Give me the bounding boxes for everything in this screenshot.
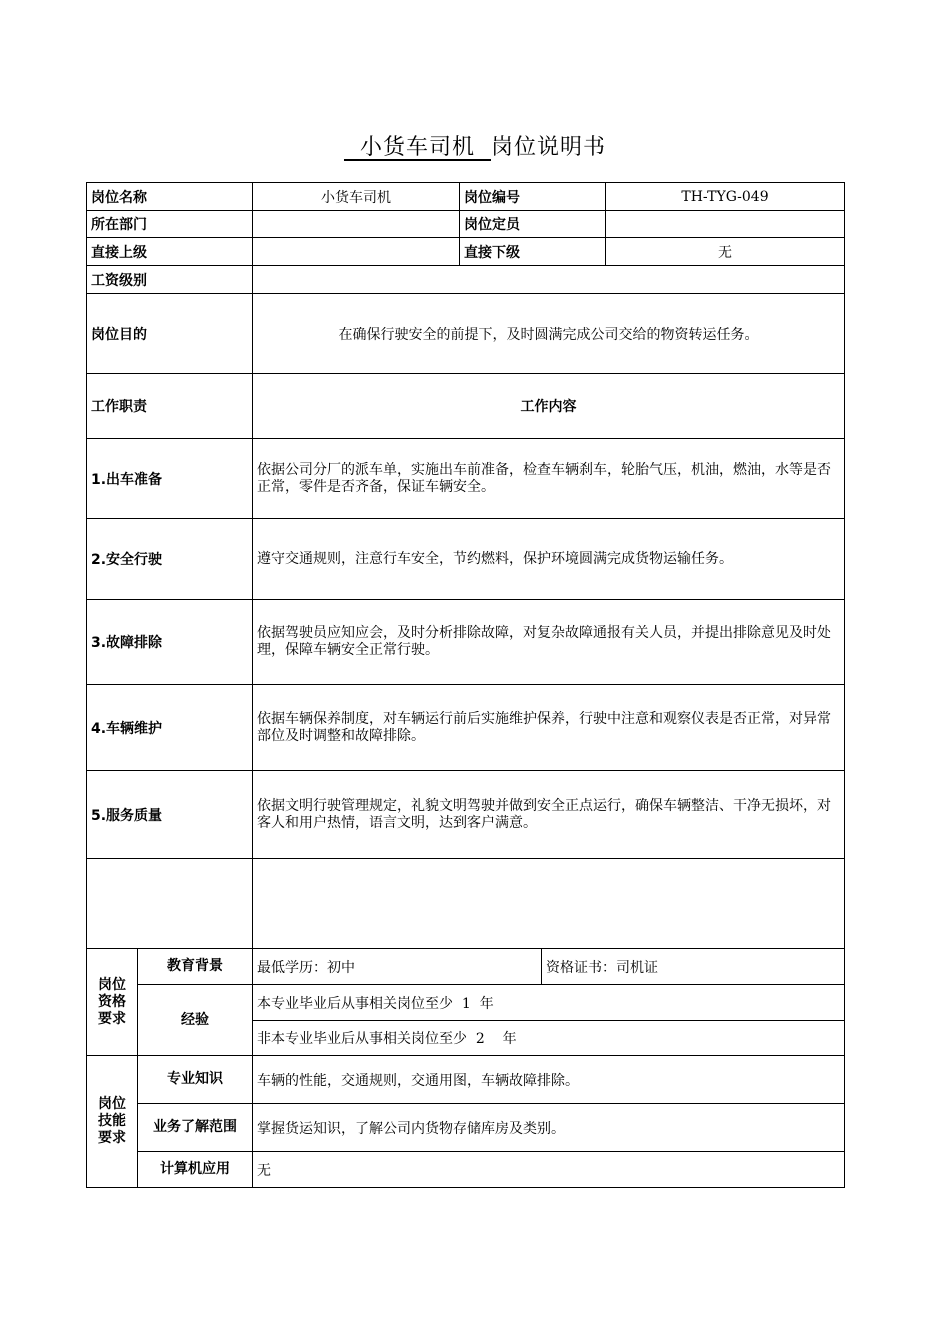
row-business <box>87 1104 845 1152</box>
business-value: 掌握货运知识，了解公司内货物存储库房及类别。 <box>253 1104 845 1152</box>
subordinate-label: 直接下级 <box>460 238 606 266</box>
duty-content: 依据车辆保养制度，对车辆运行前后实施维护保养，行驶中注意和观察仪表是否正常，对异常部位及时调整和故障排除。 <box>253 685 845 771</box>
experience-2: 非本专业毕业后从事相关岗位至少 2 年 <box>253 1021 845 1056</box>
department-value <box>253 211 460 238</box>
salary-value <box>253 266 845 294</box>
duty-label: 1.出车准备 <box>87 439 253 519</box>
row-duties-header <box>87 374 845 439</box>
business-label: 业务了解范围 <box>138 1104 253 1152</box>
duty-row <box>87 600 845 685</box>
row-purpose <box>87 294 845 374</box>
row-superior <box>87 238 845 266</box>
duty-content: 依据文明行驶管理规定，礼貌文明驾驶并做到安全正点运行，确保车辆整洁、干净无损坏，对客人和用户热情，语言文明，达到客户满意。 <box>253 771 845 859</box>
duty-content-empty <box>253 859 845 949</box>
subordinate-value: 无 <box>606 238 845 266</box>
duty-row <box>87 685 845 771</box>
certificate-value: 资格证书：司机证 <box>542 949 845 985</box>
headcount-value <box>606 211 845 238</box>
qualification-group-label: 岗位资格要求 <box>87 949 138 1056</box>
duty-label-empty <box>87 859 253 949</box>
duty-content: 依据驾驶员应知应会，及时分析排除故障，对复杂故障通报有关人员，并提出排除意见及时处理，保障车辆安全正常行驶。 <box>253 600 845 685</box>
job-description-table <box>86 182 845 1188</box>
position-code-label: 岗位编号 <box>460 183 606 211</box>
duty-label: 4.车辆维护 <box>87 685 253 771</box>
headcount-label: 岗位定员 <box>460 211 606 238</box>
computer-label: 计算机应用 <box>138 1152 253 1188</box>
row-experience-1 <box>87 985 845 1021</box>
row-department <box>87 211 845 238</box>
salary-label: 工资级别 <box>87 266 253 294</box>
knowledge-label: 专业知识 <box>138 1056 253 1104</box>
duty-content: 遵守交通规则，注意行车安全，节约燃料，保护环境圆满完成货物运输任务。 <box>253 519 845 600</box>
computer-value: 无 <box>253 1152 845 1188</box>
duty-label: 3.故障排除 <box>87 600 253 685</box>
duty-content: 依据公司分厂的派车单，实施出车前准备，检查车辆刹车，轮胎气压，机油，燃油，水等是否正常，零件是否齐备，保证车辆安全。 <box>253 439 845 519</box>
department-label: 所在部门 <box>87 211 253 238</box>
duty-row <box>87 519 845 600</box>
duties-header-label: 工作职责 <box>87 374 253 439</box>
superior-value <box>253 238 460 266</box>
page-title <box>0 130 950 161</box>
row-education <box>87 949 845 985</box>
experience-label: 经验 <box>138 985 253 1056</box>
experience-1: 本专业毕业后从事相关岗位至少 1 年 <box>253 985 845 1021</box>
title-job-name: 小货车司机 <box>359 135 475 160</box>
purpose-value: 在确保行驶安全的前提下，及时圆满完成公司交给的物资转运任务。 <box>253 294 845 374</box>
knowledge-value: 车辆的性能，交通规则，交通用图，车辆故障排除。 <box>253 1056 845 1104</box>
duties-header-content: 工作内容 <box>253 374 845 439</box>
row-salary <box>87 266 845 294</box>
position-code-value: TH-TYG-049 <box>606 183 845 211</box>
education-label: 教育背景 <box>138 949 253 985</box>
purpose-label: 岗位目的 <box>87 294 253 374</box>
row-knowledge <box>87 1056 845 1104</box>
row-position-name <box>87 183 845 211</box>
title-suffix: 岗位说明书 <box>491 135 607 160</box>
row-computer <box>87 1152 845 1188</box>
duty-row <box>87 439 845 519</box>
skills-group-label: 岗位技能要求 <box>87 1056 138 1188</box>
position-name-label: 岗位名称 <box>87 183 253 211</box>
duty-label: 2.安全行驶 <box>87 519 253 600</box>
superior-label: 直接上级 <box>87 238 253 266</box>
duty-row-empty <box>87 859 845 949</box>
position-name-value: 小货车司机 <box>253 183 460 211</box>
education-value: 最低学历：初中 <box>253 949 542 985</box>
duty-label: 5.服务质量 <box>87 771 253 859</box>
duty-row <box>87 771 845 859</box>
